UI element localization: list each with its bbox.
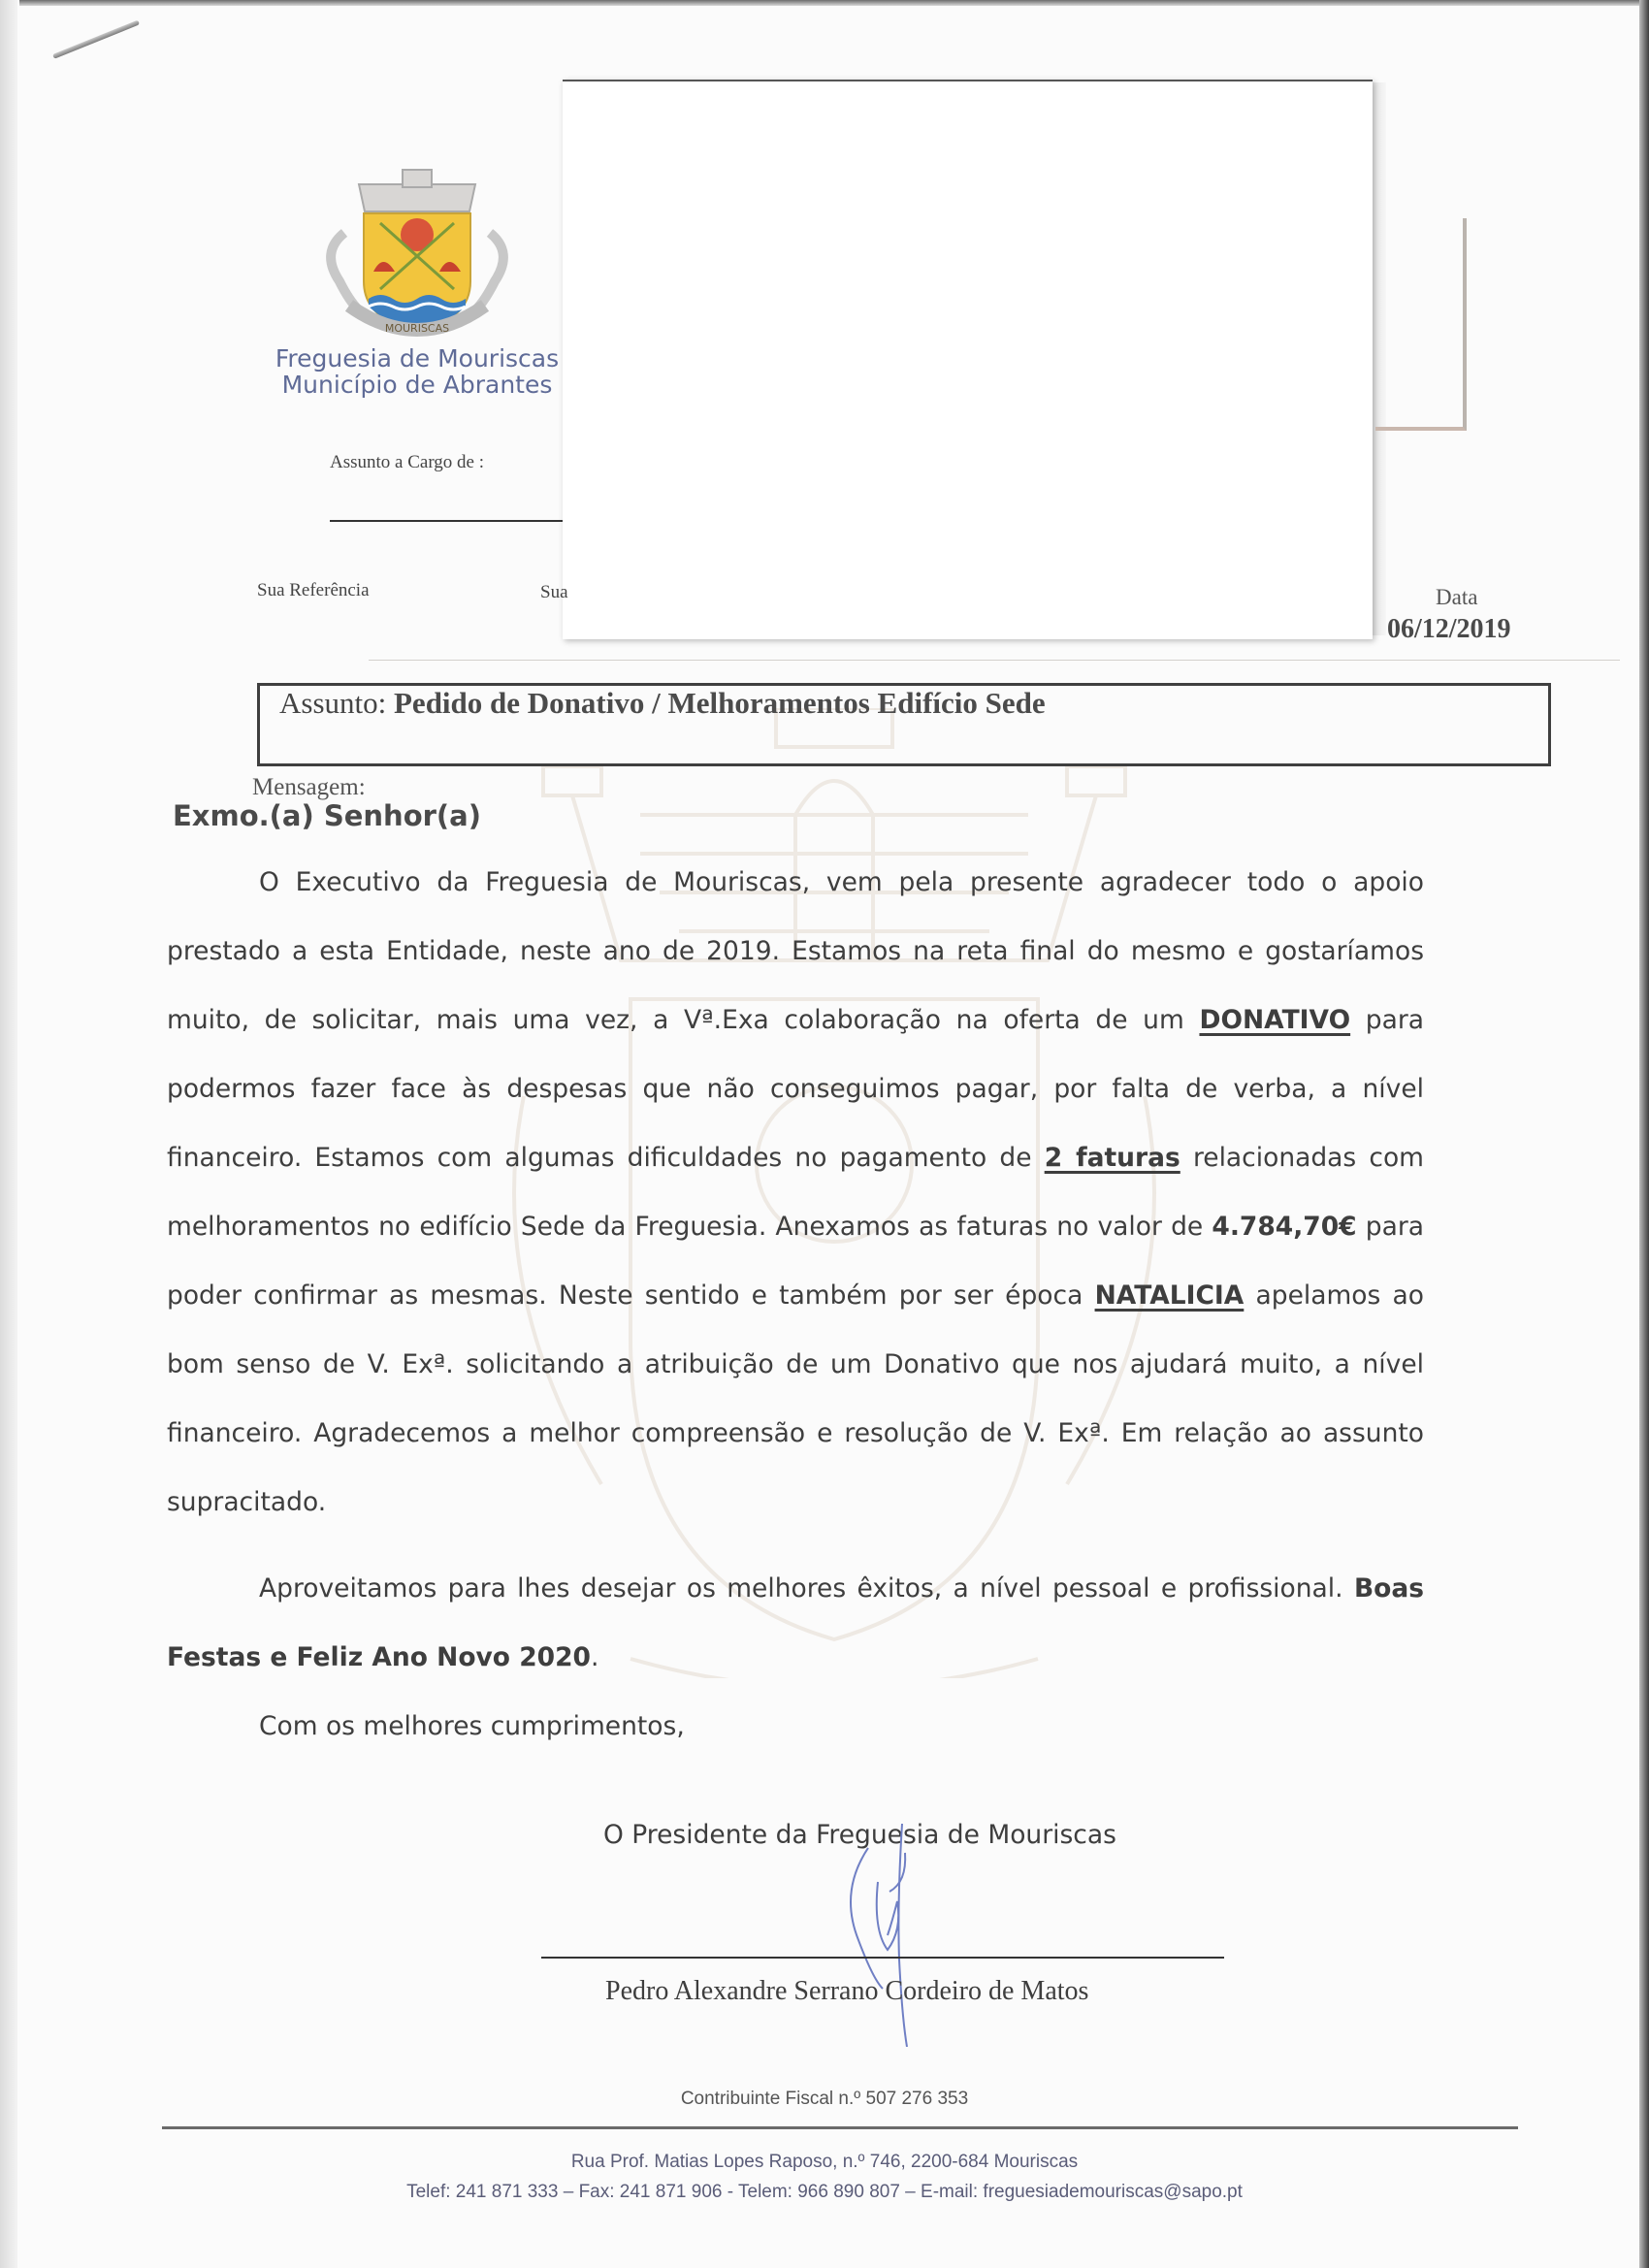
message-paragraph-2 <box>167 1554 1424 1692</box>
org-name-line2: Município de Abrantes <box>281 371 553 399</box>
p2-text-2: . <box>591 1642 599 1672</box>
donativo-emphasis: DONATIVO <box>1199 1005 1351 1035</box>
subject-value: Pedido de Donativo / Melhoramentos Edifício Sede <box>394 686 1046 720</box>
p1-text-4: para poder confirmar as mesmas. Neste sentido e também por ser época <box>167 1212 1424 1311</box>
amount-value: 4.784,70€ <box>1212 1212 1357 1242</box>
p1-text-1: O Executivo da Freguesia de Mouriscas, vem pela presente agradecer todo o apoio prestado a esta Entidade, neste ano de 2019. Estamos na reta final do mesmo e gostaríamos muito, de solicitar, mais uma vez, a Vª.Exa colaboração na oferta de um <box>167 867 1424 1035</box>
p2-text-1: Aproveitamos para lhes desejar os melhores êxitos, a nível pessoal e profissional. <box>259 1573 1354 1604</box>
p1-text-2: para podermos fazer face às despesas que não conseguimos pagar, por falta de verba, a nível financeiro. Estamos com algumas dificuldades no pagamento de <box>167 1005 1424 1173</box>
scan-edge-right <box>1639 0 1649 2268</box>
p1-text-3: relacionadas com melhoramentos no edifício Sede da Freguesia. Anexamos as faturas no valor de <box>167 1143 1424 1242</box>
season-greeting: Boas Festas e Feliz Ano Novo 2020 <box>167 1573 1424 1672</box>
faturas-emphasis: 2 faturas <box>1044 1143 1180 1173</box>
logo-motto: MOURISCAS <box>384 322 450 335</box>
date-label: Data <box>1436 585 1478 609</box>
scan-edge-left <box>0 0 17 2268</box>
assunto-cargo-label: Assunto a Cargo de : <box>330 452 485 472</box>
overlay-paper <box>563 80 1373 639</box>
footer-address: Rua Prof. Matias Lopes Raposo, n.º 746, 2200-684 Mouriscas <box>570 2152 1079 2172</box>
natalicia-emphasis: NATALICIA <box>1094 1280 1245 1311</box>
fold-line <box>369 660 1620 661</box>
signatory-name: Pedro Alexandre Serrano Cordeiro de Matos <box>605 1976 1089 2006</box>
message-label: Mensagem: <box>252 774 366 800</box>
footer-contacts: Telef: 241 871 333 – Fax: 241 871 906 - Telem: 966 890 807 – E-mail: freguesiademouriscas@sapo.pt <box>406 2182 1243 2202</box>
staple-mark <box>52 20 140 59</box>
date-value: 06/12/2019 <box>1387 614 1511 644</box>
scan-edge-top <box>19 0 1649 6</box>
message-paragraph-1 <box>167 848 1424 1537</box>
signatory-title: O Presidente da Freguesia de Mouriscas <box>603 1820 1116 1850</box>
organization-name <box>262 345 572 398</box>
coat-of-arms-logo <box>320 165 514 344</box>
closing-line: Com os melhores cumprimentos, <box>259 1711 685 1741</box>
tax-number: Contribuinte Fiscal n.º 507 276 353 <box>680 2089 969 2109</box>
sua-referencia-label: Sua Referência <box>257 580 370 600</box>
footer-divider <box>162 2126 1518 2129</box>
subject-box <box>257 683 1551 766</box>
subject-label: Assunto: <box>279 686 387 720</box>
sua-label: Sua <box>540 582 568 602</box>
p1-text-5: apelamos ao bom senso de V. Exª. solicitando a atribuição de um Donativo que nos ajudará muito, a nível financeiro. Agradecemos a melhor compreensão e resolução de V. Exª. Em relação ao assunto supracitado. <box>167 1280 1425 1517</box>
address-window-bracket <box>1375 218 1467 431</box>
org-name-line1: Freguesia de Mouriscas <box>275 344 560 373</box>
signature-line <box>541 1957 1224 1959</box>
cargo-signature-line <box>330 520 563 522</box>
handwritten-signature <box>829 1824 946 2047</box>
salutation: Exmo.(a) Senhor(a) <box>173 799 481 832</box>
subject-line <box>279 686 1046 721</box>
